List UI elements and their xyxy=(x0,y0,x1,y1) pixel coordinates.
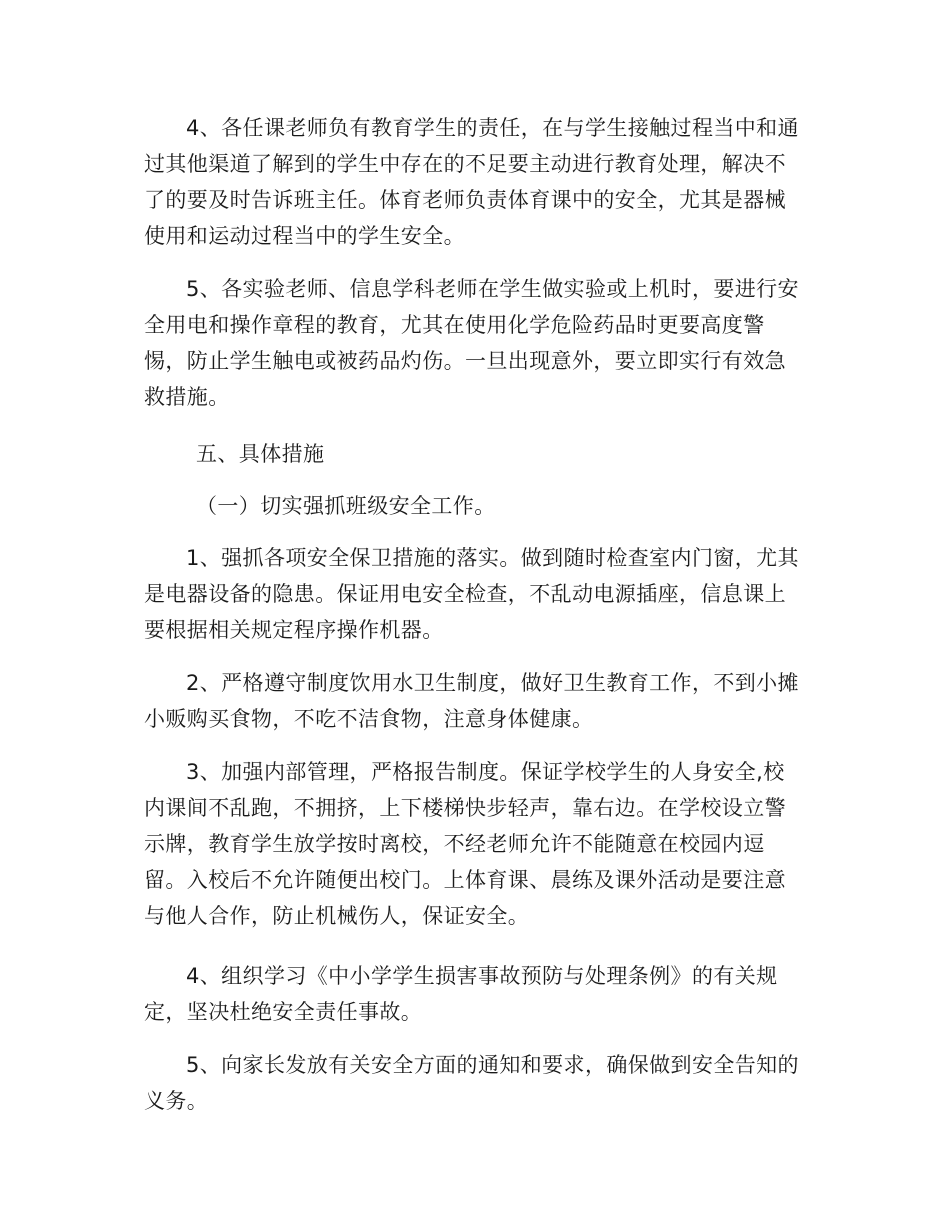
paragraph-line: 5、各实验老师、信息学科老师在学生做实验或上机时，要进行安 xyxy=(186,277,799,301)
paragraph-line: 示牌，教育学生放学按时离校，不经老师允许不能随意在校园内逗 xyxy=(144,832,765,856)
paragraph-line: 3、加强内部管理，严格报告制度。保证学校学生的人身安全,校 xyxy=(186,760,785,784)
paragraph-line: 使用和运动过程当中的学生安全。 xyxy=(144,224,465,248)
subsection-heading: （一）切实强抓班级安全工作。 xyxy=(196,494,496,518)
paragraph-line: 5、向家长发放有关安全方面的通知和要求，确保做到安全告知的 xyxy=(186,1053,799,1077)
paragraph-line: 1、强抓各项安全保卫措施的落实。做到随时检查室内门窗，尤其 xyxy=(186,546,799,570)
paragraph-line: 4、组织学习《中小学学生损害事故预防与处理条例》的有关规 xyxy=(186,964,778,988)
paragraph-line: 内课间不乱跑，不拥挤，上下楼梯快步轻声，靠右边。在学校设立警 xyxy=(144,796,786,820)
paragraph-teacher-responsibility xyxy=(144,110,808,254)
paragraph-line: 惕，防止学生触电或被药品灼伤。一旦出现意外，要立即实行有效急 xyxy=(144,349,786,373)
list-item-3 xyxy=(144,754,808,934)
paragraph-line: 救措施。 xyxy=(144,385,230,409)
paragraph-line: 要根据相关规定程序操作机器。 xyxy=(144,618,444,642)
paragraph-line: 与他人合作，防止机械伤人，保证安全。 xyxy=(144,904,530,928)
list-item-2 xyxy=(144,665,808,737)
list-item-5 xyxy=(144,1047,808,1119)
paragraph-line: 了的要及时告诉班主任。体育老师负责体育课中的安全，尤其是器械 xyxy=(144,188,786,212)
paragraph-lab-safety xyxy=(144,271,808,415)
paragraph-line: 小贩购买食物，不吃不洁食物，注意身体健康。 xyxy=(144,707,594,731)
paragraph-line: 过其他渠道了解到的学生中存在的不足要主动进行教育处理，解决不 xyxy=(144,152,786,176)
paragraph-line: 定，坚决杜绝安全责任事故。 xyxy=(144,1000,423,1024)
paragraph-line: 义务。 xyxy=(144,1089,209,1113)
paragraph-line: 4、各任课老师负有教育学生的责任，在与学生接触过程当中和通 xyxy=(186,116,799,140)
paragraph-line: 留。入校后不允许随便出校门。上体育课、晨练及课外活动是要注意 xyxy=(144,868,786,892)
paragraph-line: 是电器设备的隐患。保证用电安全检查，不乱动电源插座，信息课上 xyxy=(144,582,786,606)
list-item-4 xyxy=(144,958,808,1030)
section-heading: 五、具体措施 xyxy=(196,442,325,466)
list-item-1 xyxy=(144,540,808,648)
paragraph-line: 全用电和操作章程的教育，尤其在使用化学危险药品时更要高度警 xyxy=(144,313,765,337)
paragraph-line: 2、严格遵守制度饮用水卫生制度，做好卫生教育工作，不到小摊 xyxy=(186,671,799,695)
